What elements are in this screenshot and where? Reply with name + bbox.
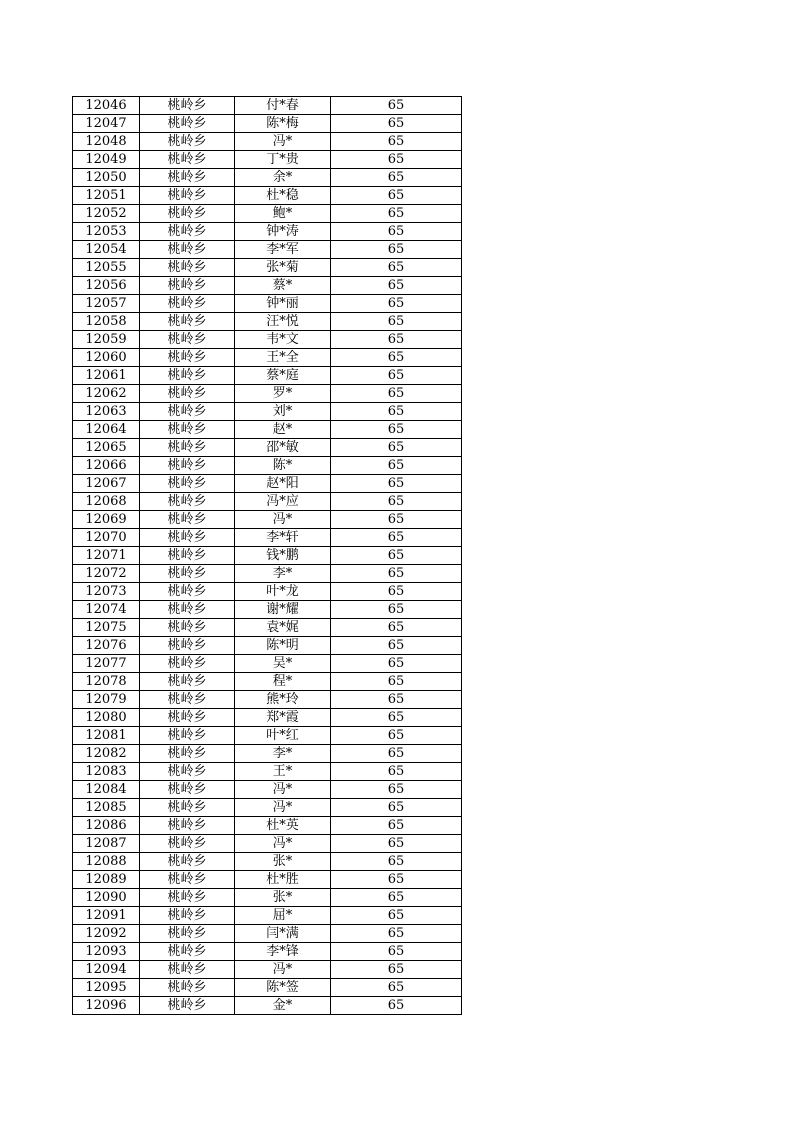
cell-amount: 65 — [331, 799, 462, 817]
cell-name: 韦*文 — [235, 331, 331, 349]
cell-name: 张* — [235, 889, 331, 907]
table-row — [73, 223, 462, 241]
cell-id: 12059 — [73, 331, 140, 349]
cell-id: 12070 — [73, 529, 140, 547]
cell-name: 钱*鹏 — [235, 547, 331, 565]
cell-town: 桃岭乡 — [140, 133, 235, 151]
table-row — [73, 295, 462, 313]
cell-town: 桃岭乡 — [140, 691, 235, 709]
table-row — [73, 871, 462, 889]
cell-id: 12056 — [73, 277, 140, 295]
cell-id: 12075 — [73, 619, 140, 637]
table-row — [73, 907, 462, 925]
cell-name: 王* — [235, 763, 331, 781]
cell-amount: 65 — [331, 205, 462, 223]
cell-name: 李*锋 — [235, 943, 331, 961]
table-row — [73, 259, 462, 277]
cell-id: 12083 — [73, 763, 140, 781]
cell-name: 闫*满 — [235, 925, 331, 943]
cell-town: 桃岭乡 — [140, 547, 235, 565]
cell-town: 桃岭乡 — [140, 187, 235, 205]
cell-amount: 65 — [331, 817, 462, 835]
cell-amount: 65 — [331, 979, 462, 997]
cell-name: 冯* — [235, 835, 331, 853]
table-row — [73, 583, 462, 601]
cell-amount: 65 — [331, 367, 462, 385]
cell-amount: 65 — [331, 871, 462, 889]
cell-amount: 65 — [331, 601, 462, 619]
cell-id: 12048 — [73, 133, 140, 151]
cell-name: 陈*明 — [235, 637, 331, 655]
cell-id: 12078 — [73, 673, 140, 691]
cell-name: 冯*应 — [235, 493, 331, 511]
table-row — [73, 169, 462, 187]
cell-name: 罗* — [235, 385, 331, 403]
table-row — [73, 799, 462, 817]
cell-town: 桃岭乡 — [140, 331, 235, 349]
cell-town: 桃岭乡 — [140, 907, 235, 925]
cell-amount: 65 — [331, 403, 462, 421]
cell-town: 桃岭乡 — [140, 637, 235, 655]
cell-name: 谢*耀 — [235, 601, 331, 619]
cell-id: 12071 — [73, 547, 140, 565]
cell-town: 桃岭乡 — [140, 169, 235, 187]
table-row — [73, 763, 462, 781]
table-row — [73, 331, 462, 349]
cell-amount: 65 — [331, 691, 462, 709]
cell-amount: 65 — [331, 637, 462, 655]
cell-town: 桃岭乡 — [140, 151, 235, 169]
table-row — [73, 493, 462, 511]
cell-town: 桃岭乡 — [140, 673, 235, 691]
cell-name: 杜*英 — [235, 817, 331, 835]
cell-town: 桃岭乡 — [140, 205, 235, 223]
table-row — [73, 565, 462, 583]
table-row — [73, 187, 462, 205]
cell-name: 李*军 — [235, 241, 331, 259]
cell-amount: 65 — [331, 943, 462, 961]
table-row — [73, 673, 462, 691]
cell-town: 桃岭乡 — [140, 925, 235, 943]
cell-amount: 65 — [331, 349, 462, 367]
cell-town: 桃岭乡 — [140, 745, 235, 763]
cell-name: 张* — [235, 853, 331, 871]
cell-amount: 65 — [331, 889, 462, 907]
table-row — [73, 601, 462, 619]
cell-amount: 65 — [331, 961, 462, 979]
cell-amount: 65 — [331, 457, 462, 475]
cell-id: 12088 — [73, 853, 140, 871]
table-row — [73, 277, 462, 295]
cell-name: 钟*丽 — [235, 295, 331, 313]
cell-id: 12082 — [73, 745, 140, 763]
cell-id: 12065 — [73, 439, 140, 457]
cell-town: 桃岭乡 — [140, 979, 235, 997]
table-row — [73, 511, 462, 529]
cell-name: 冯* — [235, 781, 331, 799]
cell-name: 程* — [235, 673, 331, 691]
cell-name: 陈*签 — [235, 979, 331, 997]
cell-amount: 65 — [331, 673, 462, 691]
table-row — [73, 97, 462, 115]
table-row — [73, 889, 462, 907]
cell-amount: 65 — [331, 655, 462, 673]
cell-amount: 65 — [331, 547, 462, 565]
cell-id: 12089 — [73, 871, 140, 889]
cell-amount: 65 — [331, 295, 462, 313]
cell-town: 桃岭乡 — [140, 853, 235, 871]
cell-town: 桃岭乡 — [140, 565, 235, 583]
cell-name: 李* — [235, 745, 331, 763]
cell-amount: 65 — [331, 727, 462, 745]
cell-town: 桃岭乡 — [140, 457, 235, 475]
cell-id: 12049 — [73, 151, 140, 169]
cell-name: 郑*霞 — [235, 709, 331, 727]
table-row — [73, 115, 462, 133]
cell-name: 赵*阳 — [235, 475, 331, 493]
cell-id: 12081 — [73, 727, 140, 745]
table-row — [73, 853, 462, 871]
cell-name: 余* — [235, 169, 331, 187]
table-row — [73, 205, 462, 223]
table-row — [73, 727, 462, 745]
table-row — [73, 241, 462, 259]
cell-amount: 65 — [331, 763, 462, 781]
cell-amount: 65 — [331, 277, 462, 295]
cell-name: 袁*娓 — [235, 619, 331, 637]
cell-town: 桃岭乡 — [140, 313, 235, 331]
cell-id: 12087 — [73, 835, 140, 853]
cell-name: 陈* — [235, 457, 331, 475]
cell-id: 12079 — [73, 691, 140, 709]
cell-name: 杜*稳 — [235, 187, 331, 205]
table-row — [73, 835, 462, 853]
cell-town: 桃岭乡 — [140, 727, 235, 745]
cell-amount: 65 — [331, 475, 462, 493]
cell-town: 桃岭乡 — [140, 871, 235, 889]
cell-town: 桃岭乡 — [140, 943, 235, 961]
cell-town: 桃岭乡 — [140, 997, 235, 1015]
cell-town: 桃岭乡 — [140, 961, 235, 979]
table-row — [73, 961, 462, 979]
cell-name: 钟*涛 — [235, 223, 331, 241]
table-row — [73, 439, 462, 457]
cell-name: 金* — [235, 997, 331, 1015]
cell-amount: 65 — [331, 115, 462, 133]
cell-id: 12061 — [73, 367, 140, 385]
table-row — [73, 619, 462, 637]
cell-name: 蔡* — [235, 277, 331, 295]
cell-town: 桃岭乡 — [140, 115, 235, 133]
cell-amount: 65 — [331, 907, 462, 925]
cell-town: 桃岭乡 — [140, 349, 235, 367]
cell-town: 桃岭乡 — [140, 889, 235, 907]
table-row — [73, 367, 462, 385]
table-row — [73, 925, 462, 943]
cell-town: 桃岭乡 — [140, 817, 235, 835]
cell-amount: 65 — [331, 313, 462, 331]
cell-town: 桃岭乡 — [140, 601, 235, 619]
cell-name: 李*轩 — [235, 529, 331, 547]
table-row — [73, 745, 462, 763]
cell-id: 12054 — [73, 241, 140, 259]
cell-id: 12094 — [73, 961, 140, 979]
cell-name: 冯* — [235, 961, 331, 979]
cell-id: 12051 — [73, 187, 140, 205]
cell-town: 桃岭乡 — [140, 763, 235, 781]
cell-amount: 65 — [331, 169, 462, 187]
cell-town: 桃岭乡 — [140, 439, 235, 457]
cell-amount: 65 — [331, 187, 462, 205]
cell-id: 12084 — [73, 781, 140, 799]
table-row — [73, 997, 462, 1015]
cell-amount: 65 — [331, 439, 462, 457]
cell-amount: 65 — [331, 853, 462, 871]
cell-name: 叶*红 — [235, 727, 331, 745]
cell-name: 蔡*庭 — [235, 367, 331, 385]
cell-town: 桃岭乡 — [140, 835, 235, 853]
cell-town: 桃岭乡 — [140, 241, 235, 259]
cell-name: 吴* — [235, 655, 331, 673]
cell-name: 张*菊 — [235, 259, 331, 277]
table-row — [73, 691, 462, 709]
cell-amount: 65 — [331, 835, 462, 853]
cell-name: 李* — [235, 565, 331, 583]
cell-id: 12068 — [73, 493, 140, 511]
cell-amount: 65 — [331, 511, 462, 529]
cell-name: 王*全 — [235, 349, 331, 367]
cell-name: 熊*玲 — [235, 691, 331, 709]
cell-amount: 65 — [331, 925, 462, 943]
cell-id: 12073 — [73, 583, 140, 601]
cell-amount: 65 — [331, 259, 462, 277]
cell-id: 12050 — [73, 169, 140, 187]
cell-id: 12062 — [73, 385, 140, 403]
cell-town: 桃岭乡 — [140, 223, 235, 241]
cell-amount: 65 — [331, 529, 462, 547]
cell-id: 12076 — [73, 637, 140, 655]
cell-town: 桃岭乡 — [140, 97, 235, 115]
table-row — [73, 529, 462, 547]
table-row — [73, 457, 462, 475]
data-table — [72, 96, 462, 1015]
cell-id: 12085 — [73, 799, 140, 817]
cell-amount: 65 — [331, 133, 462, 151]
cell-town: 桃岭乡 — [140, 655, 235, 673]
table-row — [73, 655, 462, 673]
cell-town: 桃岭乡 — [140, 385, 235, 403]
cell-name: 汪*悦 — [235, 313, 331, 331]
cell-name: 屈* — [235, 907, 331, 925]
cell-name: 鲍* — [235, 205, 331, 223]
cell-town: 桃岭乡 — [140, 583, 235, 601]
cell-name: 邵*敏 — [235, 439, 331, 457]
cell-id: 12046 — [73, 97, 140, 115]
cell-id: 12060 — [73, 349, 140, 367]
cell-id: 12063 — [73, 403, 140, 421]
cell-town: 桃岭乡 — [140, 511, 235, 529]
cell-name: 陈*梅 — [235, 115, 331, 133]
cell-id: 12055 — [73, 259, 140, 277]
cell-amount: 65 — [331, 565, 462, 583]
cell-town: 桃岭乡 — [140, 619, 235, 637]
cell-amount: 65 — [331, 241, 462, 259]
table-row — [73, 943, 462, 961]
table-body — [73, 97, 462, 1015]
cell-id: 12072 — [73, 565, 140, 583]
cell-id: 12064 — [73, 421, 140, 439]
cell-name: 付*春 — [235, 97, 331, 115]
table-row — [73, 979, 462, 997]
cell-town: 桃岭乡 — [140, 277, 235, 295]
cell-amount: 65 — [331, 493, 462, 511]
cell-id: 12053 — [73, 223, 140, 241]
cell-amount: 65 — [331, 421, 462, 439]
table-row — [73, 781, 462, 799]
table-row — [73, 133, 462, 151]
table-row — [73, 349, 462, 367]
table-row — [73, 151, 462, 169]
table-row — [73, 385, 462, 403]
cell-town: 桃岭乡 — [140, 259, 235, 277]
table-row — [73, 637, 462, 655]
cell-name: 叶*龙 — [235, 583, 331, 601]
cell-id: 12093 — [73, 943, 140, 961]
cell-amount: 65 — [331, 745, 462, 763]
cell-name: 冯* — [235, 799, 331, 817]
table-row — [73, 547, 462, 565]
cell-id: 12080 — [73, 709, 140, 727]
cell-town: 桃岭乡 — [140, 421, 235, 439]
cell-name: 赵* — [235, 421, 331, 439]
table-row — [73, 475, 462, 493]
cell-id: 12077 — [73, 655, 140, 673]
cell-town: 桃岭乡 — [140, 781, 235, 799]
cell-id: 12052 — [73, 205, 140, 223]
cell-name: 冯* — [235, 133, 331, 151]
cell-name: 杜*胜 — [235, 871, 331, 889]
cell-town: 桃岭乡 — [140, 295, 235, 313]
cell-amount: 65 — [331, 223, 462, 241]
cell-name: 丁*贵 — [235, 151, 331, 169]
cell-amount: 65 — [331, 781, 462, 799]
cell-id: 12092 — [73, 925, 140, 943]
table-row — [73, 403, 462, 421]
cell-id: 12090 — [73, 889, 140, 907]
cell-id: 12069 — [73, 511, 140, 529]
cell-town: 桃岭乡 — [140, 367, 235, 385]
cell-name: 冯* — [235, 511, 331, 529]
cell-town: 桃岭乡 — [140, 493, 235, 511]
cell-town: 桃岭乡 — [140, 529, 235, 547]
cell-id: 12096 — [73, 997, 140, 1015]
cell-id: 12067 — [73, 475, 140, 493]
cell-amount: 65 — [331, 97, 462, 115]
cell-town: 桃岭乡 — [140, 475, 235, 493]
table-row — [73, 817, 462, 835]
cell-amount: 65 — [331, 151, 462, 169]
cell-amount: 65 — [331, 997, 462, 1015]
cell-amount: 65 — [331, 583, 462, 601]
cell-id: 12058 — [73, 313, 140, 331]
cell-town: 桃岭乡 — [140, 709, 235, 727]
cell-town: 桃岭乡 — [140, 799, 235, 817]
cell-amount: 65 — [331, 385, 462, 403]
cell-id: 12066 — [73, 457, 140, 475]
cell-id: 12074 — [73, 601, 140, 619]
table-row — [73, 709, 462, 727]
cell-id: 12057 — [73, 295, 140, 313]
cell-id: 12086 — [73, 817, 140, 835]
cell-id: 12095 — [73, 979, 140, 997]
cell-amount: 65 — [331, 619, 462, 637]
cell-town: 桃岭乡 — [140, 403, 235, 421]
cell-name: 刘* — [235, 403, 331, 421]
cell-id: 12091 — [73, 907, 140, 925]
cell-amount: 65 — [331, 709, 462, 727]
table-row — [73, 421, 462, 439]
cell-amount: 65 — [331, 331, 462, 349]
cell-id: 12047 — [73, 115, 140, 133]
table-row — [73, 313, 462, 331]
